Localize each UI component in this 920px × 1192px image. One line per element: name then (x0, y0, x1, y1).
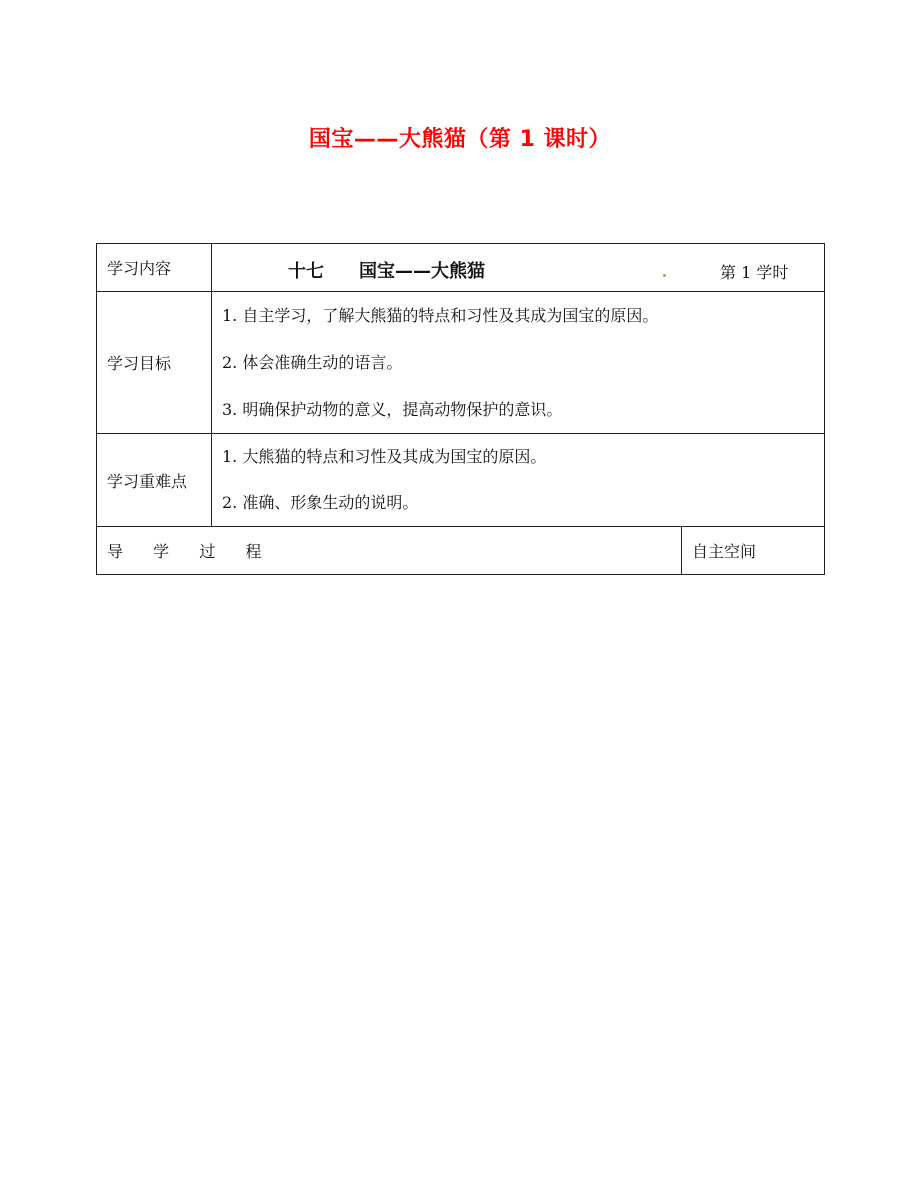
lesson-title: 国宝——大熊猫 (359, 261, 485, 282)
focus-item: 1. 大熊猫的特点和习性及其成为国宝的原因。 (222, 447, 547, 466)
goal-item: 2. 体会准确生动的语言。 (222, 353, 403, 372)
focus-label: 学习重难点 (97, 434, 212, 527)
focus-row (97, 434, 825, 527)
process-label (97, 527, 682, 575)
focus-item: 2. 准确、形象生动的说明。 (222, 493, 419, 512)
process-char: 过 (199, 542, 216, 561)
document-title: 国宝——大熊猫（第 1 课时） (308, 127, 612, 152)
period-label: 第 1 学时 (720, 263, 789, 282)
dot-mark (663, 274, 666, 277)
goals-label: 学习目标 (97, 292, 212, 434)
lesson-number: 十七 (288, 261, 324, 282)
process-char: 程 (245, 542, 262, 561)
goals-list (212, 292, 824, 433)
goals-row (97, 292, 825, 434)
content-label: 学习内容 (97, 244, 212, 292)
process-char: 学 (153, 542, 170, 561)
lesson-plan-table (96, 243, 825, 575)
goals-cell (212, 292, 825, 434)
goal-item: 1. 自主学习，了解大熊猫的特点和习性及其成为国宝的原因。 (222, 306, 659, 325)
goal-item: 3. 明确保护动物的意义，提高动物保护的意识。 (222, 400, 563, 419)
self-space-label: 自主空间 (682, 527, 825, 575)
content-cell (212, 244, 825, 292)
focus-cell (212, 434, 825, 527)
content-row (97, 244, 825, 292)
process-row (97, 527, 825, 575)
process-char: 导 (107, 542, 124, 561)
focus-list (212, 434, 824, 526)
